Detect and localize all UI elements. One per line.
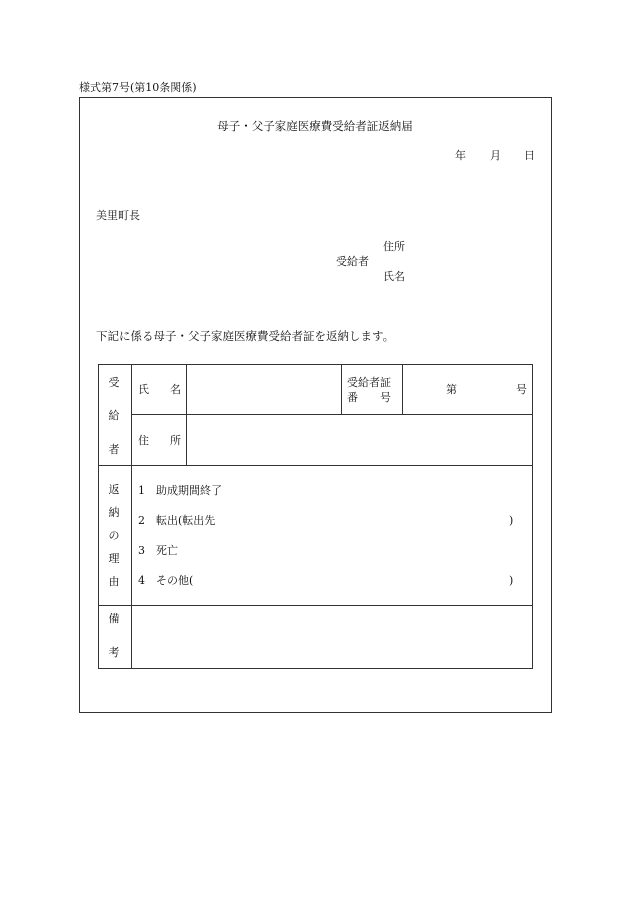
reason-close-paren: ): [509, 514, 514, 527]
reason-text: 助成期間終了: [156, 484, 222, 497]
address-label-char: 所: [170, 434, 181, 447]
reason-close-paren: ): [509, 574, 514, 587]
remarks-section-char: 考: [108, 646, 120, 659]
reason-section-char: 返: [108, 483, 120, 496]
reason-section-char: 由: [108, 575, 120, 588]
cert-number-field[interactable]: [403, 365, 532, 414]
cert-number-label-line1: 受給者証: [347, 376, 391, 389]
table-divider-recipient-reason: [98, 465, 533, 466]
reason-section-char: の: [108, 529, 120, 542]
recipient-section-char: 受: [108, 376, 120, 389]
addressee: 美里町長: [96, 209, 140, 222]
statement-text: 下記に係る母子・父子家庭医療費受給者証を返納します。: [96, 329, 395, 343]
reason-number: 2: [138, 514, 145, 527]
applicant-name-label: 氏名: [383, 270, 405, 283]
cert-number-prefix: 第: [446, 383, 457, 396]
reason-number: 4: [138, 574, 145, 587]
date-year-label: 年: [455, 149, 466, 162]
name-label-char: 名: [170, 383, 181, 396]
reason-text: 死亡: [156, 544, 178, 557]
address-label-char: 住: [138, 434, 149, 447]
table-cert-label-left: [341, 364, 342, 415]
reason-number: 1: [138, 484, 145, 497]
reason-text: 転出(転出先: [156, 514, 216, 527]
form-number-label: 様式第7号(第10条関係): [79, 81, 197, 94]
reason-text: その他(: [156, 574, 194, 587]
reason-section-char: 理: [108, 552, 120, 565]
address-field[interactable]: [187, 415, 532, 465]
table-border-right: [532, 364, 533, 669]
reason-section-char: 納: [108, 506, 120, 519]
document-title: 母子・父子家庭医療費受給者証返納届: [217, 119, 413, 133]
table-border-bottom: [98, 668, 533, 669]
recipient-section-char: 給: [108, 409, 120, 422]
remarks-field[interactable]: [132, 606, 532, 668]
cert-number-label-line2: 番 号: [347, 391, 391, 404]
date-month-label: 月: [490, 149, 501, 162]
recipient-section-char: 者: [108, 443, 120, 456]
cert-number-suffix: 号: [516, 383, 527, 396]
remarks-section-char: 備: [108, 612, 120, 625]
reason-number: 3: [138, 544, 145, 557]
name-field[interactable]: [187, 365, 341, 414]
applicant-label: 受給者: [336, 255, 369, 268]
date-day-label: 日: [524, 149, 535, 162]
name-label-char: 氏: [138, 383, 149, 396]
applicant-address-label: 住所: [383, 240, 405, 253]
